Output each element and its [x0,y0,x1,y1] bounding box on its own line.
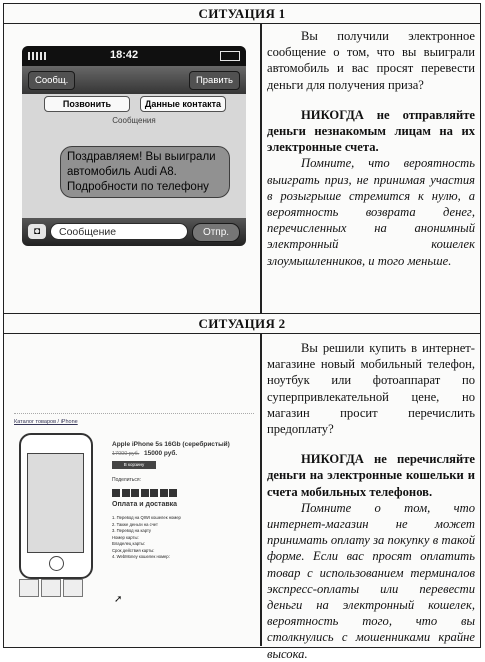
situation2-text [267,340,475,662]
nav-bar [22,66,246,94]
social-icon[interactable] [169,489,177,497]
situation2-question: Вы решили купить в интернет-магазине новый мобильный телефон, ноутбук или фотоаппарат по суперпривлекательной цене, но магазин просит перечислить предоплату? [267,341,475,437]
payment-step: Владелец карты: [112,541,146,546]
contact-info-button[interactable]: Данные контакта [140,96,226,112]
situation2-title: СИТУАЦИЯ 2 [4,313,480,334]
send-button[interactable]: Отпр. [192,223,240,242]
payment-step: Срок действия карты: [112,547,155,553]
payment-step: Номер карты: [112,534,139,540]
thumbnail[interactable] [19,579,39,597]
status-bar [22,46,246,66]
payment-step: 4. WebMoney кошелек номер: [112,554,170,559]
home-button-icon [49,556,64,571]
shop-screenshot [14,419,254,629]
sms-screenshot [22,46,246,246]
info-sheet [3,3,481,661]
situation2-advice: Помните о том, что интернет-магазин не может принимать оплату за покупку в такой форме. Если вас просят оплатить товар с использованием терминалов экспресс-оплаты или перевести деньги на электронный кошелек, вероятность того, что вы столкнулись с мошенниками крайне высока. [267,500,475,661]
product-title: Apple iPhone 5s 16Gb (серебристый) [112,441,230,448]
situation1-warning: НИКОГДА не отправляйте деньги незнакомым лицам на их электронные счета. [267,107,475,155]
social-icon[interactable] [160,489,168,497]
situation1-title: СИТУАЦИЯ 1 [4,4,480,24]
payment-step: 3. Перевод на карту [112,528,152,533]
social-icon[interactable] [122,489,130,497]
signal-icon [28,52,46,60]
add-to-cart-button[interactable]: В корзину [112,461,156,469]
divider [14,413,254,414]
message-bubble: Поздравляем! Вы выиграли автомобиль Audi A8. Подробности по телефону [60,146,230,198]
column-divider-1 [260,24,262,314]
price: 15000 руб. [144,450,178,457]
social-icon[interactable] [131,489,139,497]
phone-image [19,433,93,579]
phone-screen [27,453,84,553]
call-button[interactable]: Позвонить [44,96,130,112]
situation1-advice: Помните, что вероятность выиграть приз, не принимая участия в розыгрыше стремится к нулю, а вероятность возврата денег, перечисленных на анонимный электронный кошелек злоумышленников, и того меньше. [267,156,475,268]
old-price: 17000 руб. [112,451,140,457]
payment-step: 1. Перевод на QIWI кошелек номер [112,515,181,520]
situation2-warning: НИКОГДА не перечисляйте деньги на электронные кошельки и счета мобильных телефонов. [267,452,475,499]
input-bar [22,218,246,246]
edit-button[interactable]: Править [189,71,240,90]
payment-heading: Оплата и доставка [112,501,178,508]
social-icons [112,484,179,502]
battery-icon [220,51,240,61]
column-divider-2 [260,333,262,646]
social-icon[interactable] [150,489,158,497]
social-icon[interactable] [141,489,149,497]
message-input[interactable]: Сообщение [50,223,188,240]
status-time: 18:42 [110,49,139,61]
mouse-cursor-icon: ➚ [114,594,123,605]
messages-label: Сообщения [112,116,156,125]
thumbnail[interactable] [63,579,83,597]
social-icon[interactable] [112,489,120,497]
back-button[interactable]: Сообщ. [28,71,75,90]
camera-icon[interactable]: ◘ [28,224,46,239]
thumbnail[interactable] [41,579,61,597]
breadcrumb[interactable]: Каталог товаров / iPhone [14,419,78,425]
payment-step: 2. Также деньги на счет [112,521,158,527]
situation1-text [267,28,475,269]
situation1-question: Вы получили электронное сообщение о том, что вы выиграли автомобиль и вас просят перевести деньги для получения приза? [267,29,475,92]
share-label: Поделиться: [112,477,141,483]
thumbnails [19,579,85,602]
payment-steps [112,515,232,561]
